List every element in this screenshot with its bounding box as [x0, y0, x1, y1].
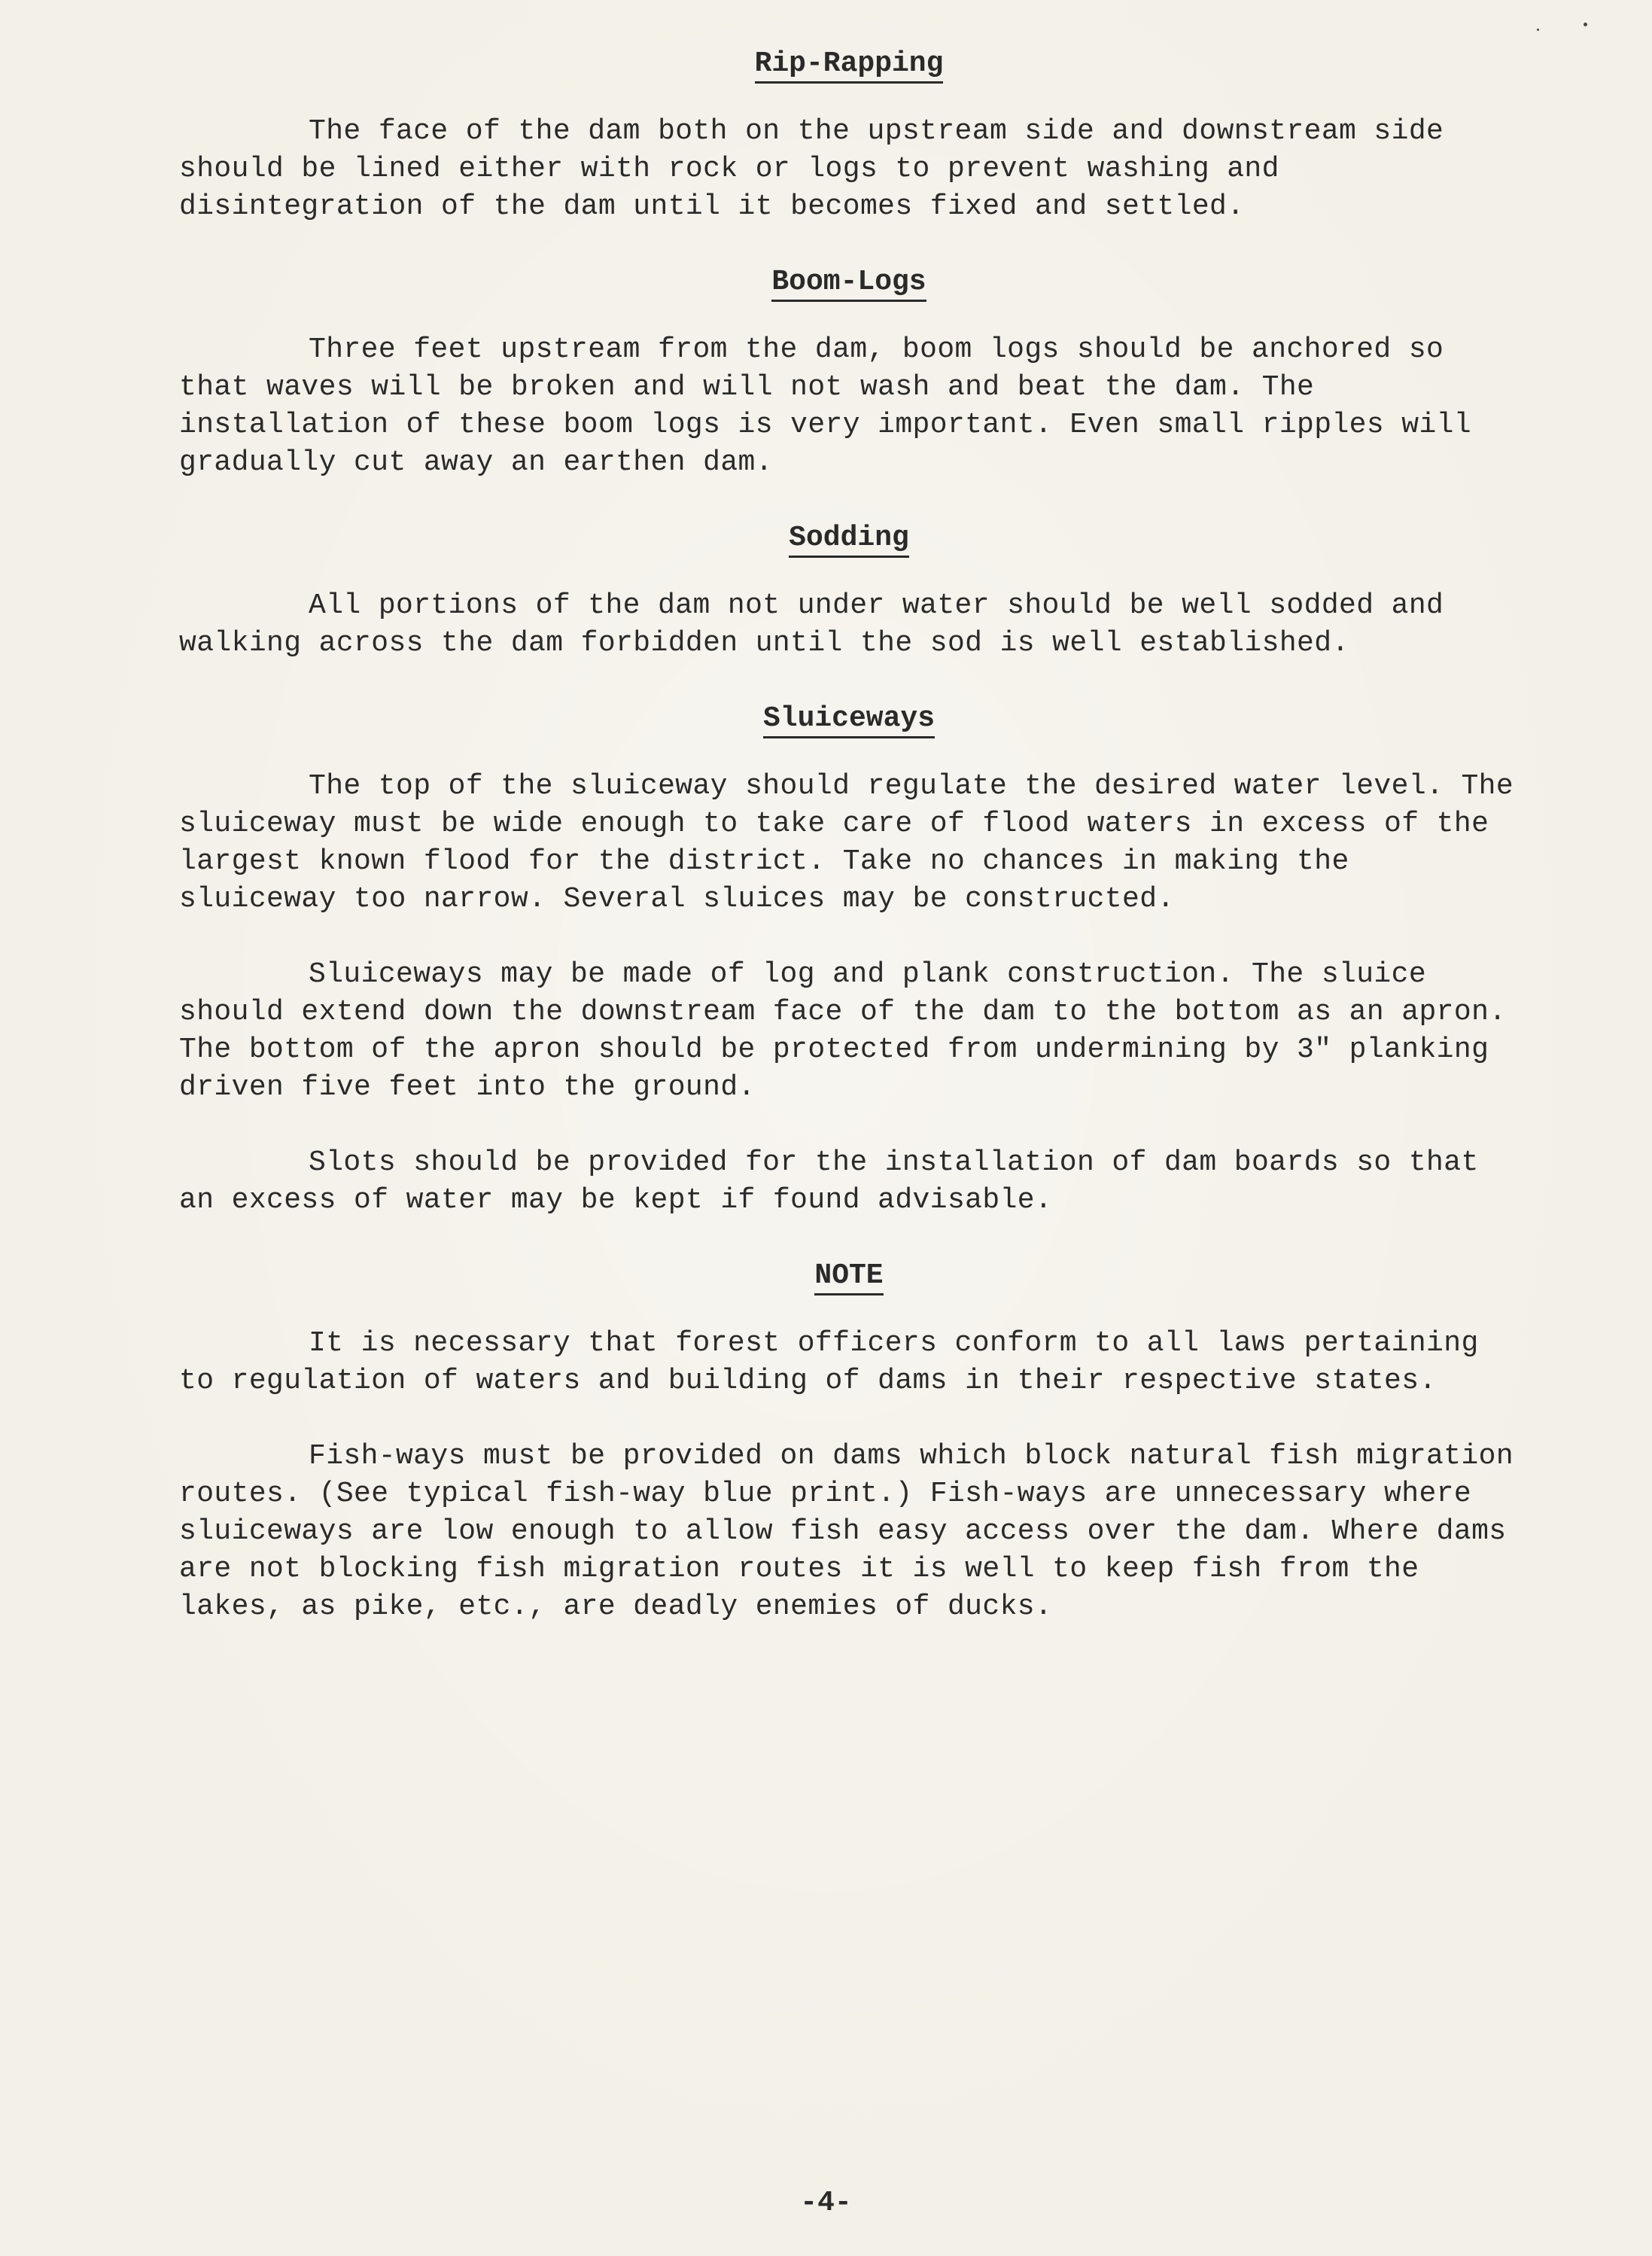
section-heading-sodding: Sodding [179, 519, 1519, 557]
page-number: -4- [800, 2187, 852, 2219]
paragraph: All portions of the dam not under water should be well sodded and walking across the dam forbidden until the sod is well established. [179, 589, 1444, 659]
paragraph: Fish-ways must be provided on dams which block natural fish migration routes. (See typical fish-way blue print.) Fish-ways are unnecessary where sluiceways are low enough to allow fish easy access over the dam. Where dams are not blocking fish migration routes it is well to keep fish from the lakes, as pike, etc., are deadly enemies of ducks. [179, 1440, 1514, 1623]
section-heading-boom-logs: Boom-Logs [179, 263, 1519, 301]
section-heading-rip-rapping: Rip-Rapping [179, 45, 1519, 83]
paper-speck [1584, 23, 1587, 26]
paragraph: The face of the dam both on the upstream side and downstream side should be lined either with rock or logs to prevent washing and disintegration of the dam until it becomes fixed and settled. [179, 115, 1444, 223]
paragraph: Slots should be provided for the installation of dam boards so that an excess of water may be kept if found advisable. [179, 1146, 1479, 1216]
paragraph: Three feet upstream from the dam, boom logs should be anchored so that waves will be broken and will not wash and beat the dam. The installation of these boom logs is very important. Even small ripples will gradually cut away an earthen dam. [179, 333, 1472, 479]
paragraph: Sluiceways may be made of log and plank construction. The sluice should extend down the downstream face of the dam to the bottom as an apron. The bottom of the apron should be protected from undermining by 3" planking driven five feet into the ground. [179, 958, 1507, 1104]
section-heading-sluiceways: Sluiceways [179, 700, 1519, 738]
section-heading-note: NOTE [179, 1257, 1519, 1295]
paragraph: It is necessary that forest officers conform to all laws pertaining to regulation of waters and building of dams in their respective states. [179, 1327, 1479, 1397]
document-body [179, 45, 1519, 1626]
paragraph: The top of the sluiceway should regulate the desired water level. The sluiceway must be wide enough to take care of flood waters in excess of the largest known flood for the district. Take no chances in making the sluiceway too narrow. Several sluices may be constructed. [179, 770, 1514, 915]
paper-speck [1537, 29, 1539, 31]
